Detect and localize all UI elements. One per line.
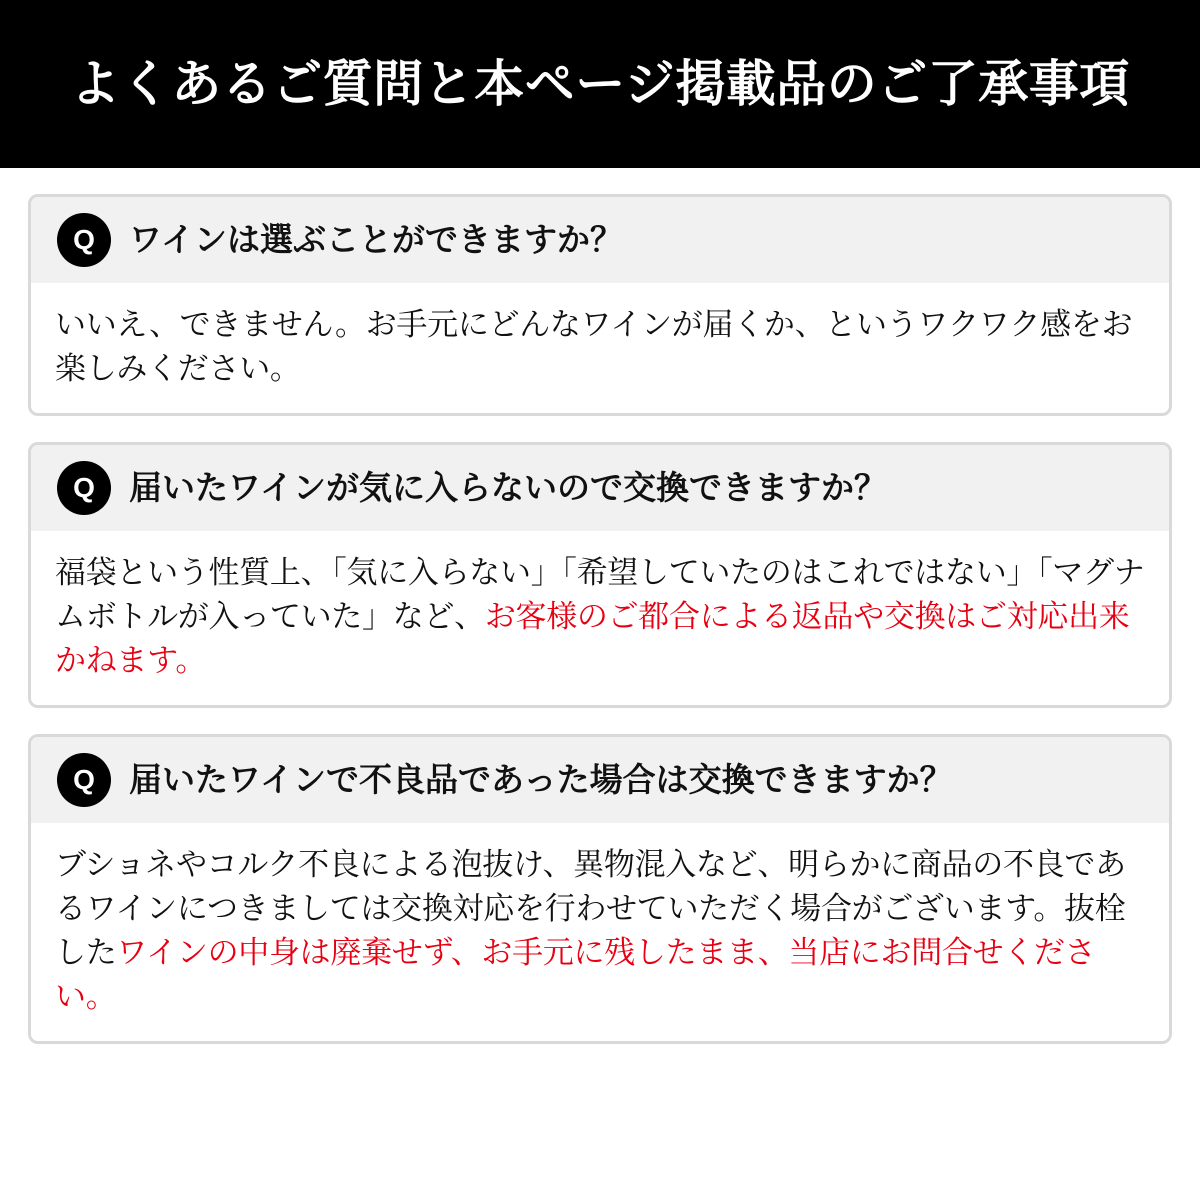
faq-question-row	[31, 197, 1169, 283]
faq-answer-text	[31, 823, 1169, 1041]
page-header	[0, 0, 1200, 168]
page-title: よくあるご質問と本ページ掲載品のご了承事項	[70, 55, 1130, 112]
faq-answer-text	[31, 283, 1169, 413]
faq-question-text: ワインは選ぶことができますか？	[129, 221, 624, 259]
faq-item	[28, 442, 1172, 708]
faq-list	[0, 168, 1200, 1200]
faq-item	[28, 194, 1172, 416]
answer-segment: ブショネやコルク不良による泡抜け、異物混入など、明らかに商品の不良であるワインにつきましては交換対応を行わせていただく場合がございます。抜栓した	[55, 847, 1126, 971]
answer-segment-highlight: ワインの中身は廃棄せず、お手元に残したまま、当店にお問合せください。	[55, 935, 1096, 1015]
faq-question-text: 届いたワインで不良品であった場合は交換できますか？	[129, 761, 953, 799]
answer-segment-highlight: お客様のご都合による返品や交換はご対応出来かねます。	[55, 599, 1130, 679]
faq-question-text: 届いたワインが気に入らないので交換できますか？	[129, 469, 888, 507]
question-badge-icon: Q	[57, 753, 111, 807]
answer-segment: いいえ、できません。お手元にどんなワインが届くか、というワクワク感をお楽しみください。	[55, 307, 1133, 387]
faq-item	[28, 734, 1172, 1044]
faq-question-row	[31, 737, 1169, 823]
faq-answer-text	[31, 531, 1169, 705]
faq-question-row	[31, 445, 1169, 531]
question-badge-icon: Q	[57, 461, 111, 515]
question-badge-icon: Q	[57, 213, 111, 267]
answer-segment: 福袋という性質上、「気に入らない」「希望していたのはこれではない」「マグナムボトルが入っていた」など、	[55, 555, 1145, 635]
